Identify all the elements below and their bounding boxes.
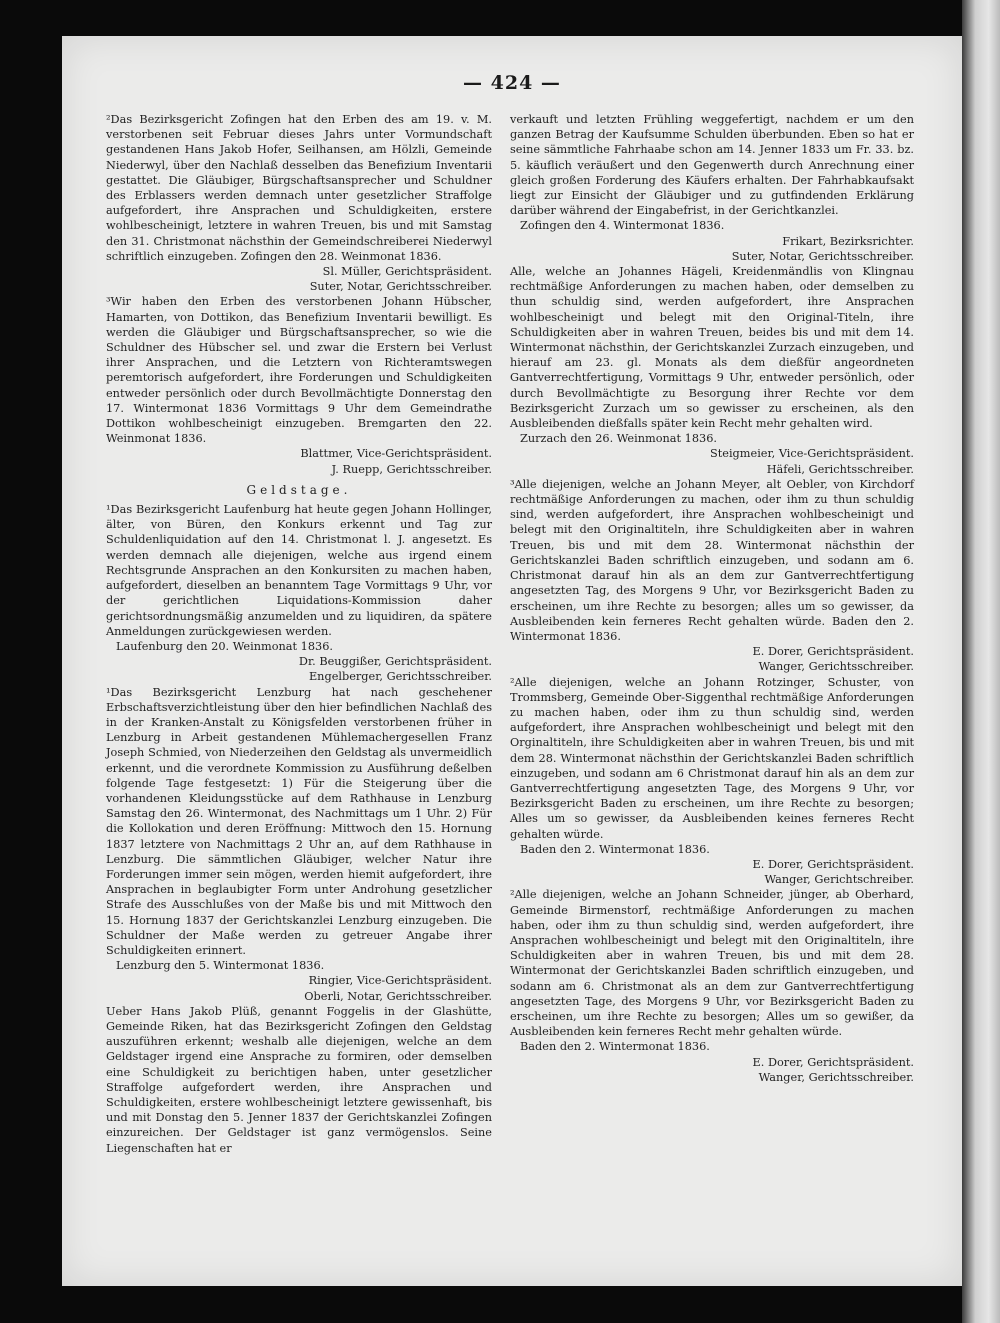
signature: Steigmeier, Vice-Gerichtspräsident.	[709, 447, 914, 461]
section-heading: Geldstage.	[246, 482, 352, 497]
notice-hollinger	[106, 502, 492, 684]
signature: Suter, Notar, Gerichtsschreiber.	[731, 249, 914, 263]
dateline: Baden den 2. Wintermonat 1836.	[520, 842, 710, 856]
notice-meyer	[510, 477, 914, 675]
signature: J. Ruepp, Gerichtsschreiber.	[331, 462, 492, 476]
signature: Blattmer, Vice-Gerichtspräsident.	[300, 447, 492, 461]
newspaper-page	[62, 36, 962, 1286]
notice-pluess	[106, 1004, 492, 1156]
left-column	[106, 112, 492, 1156]
signature: E. Dorer, Gerichtspräsident.	[752, 857, 914, 871]
signature: Wanger, Gerichtsschreiber.	[758, 660, 914, 674]
dateline: Laufenburg den 20. Weinmonat 1836.	[116, 639, 333, 653]
notice-text: ³Wir haben den Erben des verstorbenen Johann Hübscher, Hamarten, von Dottikon, das Benefizium Inventarii bewilligt. Es werden die Gläubiger und Bürgschaftsansprecher, so wie die Schuldner des Hübscher sel. und zwar die Erstern bei Verlust ihrer Ansprachen, und die Letztern von Richteramtswegen peremtorisch aufgefordert, ihre Forderungen und Schuldigkeiten entweder persönlich oder durch Bevollmächtigte Donnerstag den 17. Wintermonat 1836 Vormittags 9 Uhr dem Gemeindrathe Dottikon wohlbescheinigt einzugeben. Bremgarten den 22. Weinmonat 1836.	[106, 295, 492, 446]
signature: E. Dorer, Gerichtspräsident.	[752, 1055, 914, 1069]
notice-text: ²Das Bezirksgericht Zofingen hat den Erben des am 19. v. M. verstorbenen seit Februar dieses Jahrs unter Vormundschaft gestandenen Hans Jakob Hofer, Seilhansen, am Hölzli, Gemeinde Niederwyl, über den Nachlaß desselben das Benefizium Inventarii gestattet. Die Gläubiger, Bürgschaftsansprecher und Schuldner des Erblassers werden demnach unter gesetzlicher Straffolge aufgefordert, ihre Ansprachen und Schuldigkeiten, erstere wohlbescheinigt, letztere in wahren Treuen, bis und mit Samstag den 31. Christmonat nächsthin der Gemeindschreiberei Niederwyl schriftlich einzugeben. Zofingen den 28. Weinmonat 1836.	[106, 113, 492, 263]
signature: Oberli, Notar, Gerichtsschreiber.	[304, 989, 492, 1003]
signature: Dr. Beuggißer, Gerichtspräsident.	[298, 655, 492, 669]
notice-text: Ueber Hans Jakob Plüß, genannt Foggelis in der Glashütte, Gemeinde Riken, hat das Bezirksgericht Zofingen den Geldstag auszuführen erkennt; weshalb alle diejenigen, welche an dem Geldstager irgend eine Ansprache zu formiren, oder demselben eine Schuldigkeit zu berichtigen haben, unter gesetzlicher Straffolge aufgefordert werden, ihre Ansprachen und Schuldigkeiten, erstere wohlbescheinigt letztere gewissenhaft, bis und mit Donstag den 5. Jenner 1837 der Gerichtskanzlei Zofingen einzureichen. Der Geldstager ist ganz vermögenslos. Seine Liegenschaften hat er	[106, 1004, 492, 1155]
notice-rotzinger	[510, 675, 914, 888]
signature: Sl. Müller, Gerichtspräsident.	[322, 265, 492, 279]
notice-huebscher	[106, 294, 492, 476]
notice-text: ¹Das Bezirksgericht Laufenburg hat heute gegen Johann Hollinger, älter, von Büren, den Konkurs erkennt und Tag zur Schuldenliquidation auf den 14. Christmonat l. J. angesetzt. Es werden demnach alle diejenigen, welche aus irgend einem Rechtsgrunde Ansprachen an den Konkursiten zu machen haben, aufgefordert, dieselben an benanntem Tage Vormittags 9 Uhr, vor der gerichtlichen Liquidations-Kommission daher gerichtsordnungsmäßig anzumelden und zu liquidiren, da spätere Anmeldungen zurückgewiesen werden.	[106, 503, 492, 638]
dateline: Zurzach den 26. Weinmonat 1836.	[520, 432, 718, 446]
notice-text: ³Alle diejenigen, welche an Johann Meyer, alt Oebler, von Kirchdorf rechtmäßige Anforderungen zu machen, oder ihm zu thun schuldig sind, werden aufgefordert, ihre Ansprachen wohlbescheinigt und belegt mit den Originaltiteln, ihre Schuldigkeiten aber in wahren Treuen, bis und mit dem 28. Wintermonat nächsthin der Gerichtskanzlei Baden schriftlich einzugeben, und sodann am 6. Christmonat darauf hin als an dem zur Gantverrechtfertigung angesetzten Tag, des Morgens 9 Uhr, vor Bezirksgericht Baden zu erscheinen, um ihre Rechte zu besorgen; alles um so gewisser, da Ausbleibenden kein ferneres Recht gehalten würde. Baden den 2. Wintermonat 1836.	[510, 477, 914, 643]
dateline: Lenzburg den 5. Wintermonat 1836.	[116, 959, 325, 973]
notice-text: ²Alle diejenigen, welche an Johann Rotzinger, Schuster, von Trommsberg, Gemeinde Ober-Siggenthal rechtmäßige Anforderungen zu machen haben, oder ihm zu thun schuldig sind, werden aufgefordert, ihre Ansprachen wohlbescheinigt und belegt mit den Orginaltiteln, ihre Schuldigkeiten aber in wahren Treuen, bis und mit dem 28. Wintermonat nächsthin der Gerichtskanzlei Baden schriftlich einzugeben, und sodann am 6 Christmonat darauf hin als an dem zur Gantverrechtfertigung angesetzten Tage, des Morgens 9 Uhr, vor Bezirksgericht Baden zu erscheinen, um ihre Rechte zu besorgen; Alles um so gewisser, da Ausbleibenden keines ferneres Recht gehalten würde.	[510, 675, 914, 841]
notice-schneider	[510, 887, 914, 1085]
signature: E. Dorer, Gerichtspräsident.	[752, 645, 914, 659]
signature: Engelberger, Gerichtsschreiber.	[308, 670, 492, 684]
signature: Häfeli, Gerichtsschreiber.	[766, 462, 914, 476]
notice-text: Alle, welche an Johannes Hägeli, Kreidenmändlis von Klingnau rechtmäßige Anforderungen zu machen haben, oder demselben zu thun schuldig sind, werden aufgefordert, ihre Ansprachen wohlbescheinigt und belegt mit den Original-Titeln, ihre Schuldigkeiten aber in wahren Treuen, beides bis und mit dem 14. Wintermonat nächsthin, der Gerichtskanzlei Zurzach einzugeben, und hierauf am 23. gl. Monats als dem dießfür angeordneten Gantverrechtfertigung, Vormittags 9 Uhr, entweder persönlich, oder durch Bevollmächtigte zu Besorgung ihrer Rechte vor dem Bezirksgericht Zurzach um so gewisser zu erscheinen, als den Ausbleibenden dießfalls später kein Recht mehr gehalten wird.	[510, 265, 914, 431]
adjacent-page-edge	[962, 0, 1000, 1323]
notice-pluess-continued	[510, 112, 914, 264]
signature: Wanger, Gerichtschreiber.	[764, 873, 914, 887]
page-number: — 424 —	[463, 72, 561, 94]
dateline: Zofingen den 4. Wintermonat 1836.	[520, 219, 725, 233]
notice-text: ²Alle diejenigen, welche an Johann Schneider, jünger, ab Oberhard, Gemeinde Birmenstorf, rechtmäßige Anforderungen zu machen haben, oder ihm zu thun schuldig sind, werden aufgefordert, ihre Ansprachen wohlbescheinigt und belegt mit den Originaltiteln, ihre Schuldigkeiten aber in wahren Treuen, bis und mit dem 28. Wintermonat der Gerichtskanzlei Baden schriftlich einzugeben, und sodann am 6. Christmonat als an dem zur Gantverrechtfertigung angesetzten Tage, des Morgens 9 Uhr, vor Bezirksgericht Baden zu erscheinen, um ihre Rechte zu besorgen; Alles um so gewißer, da Ausbleibenden kein ferneres Recht mehr gehalten würde.	[510, 888, 914, 1039]
notice-schmied	[106, 685, 492, 1004]
notice-text: verkauft und letzten Frühling weggefertigt, nachdem er um den ganzen Betrag der Kaufsumme Schulden überbunden. Eben so hat er seine sämmtliche Fahrhaabe schon am 14. Jenner 1833 um Fr. 33. bz. 5. käuflich veräußert und den Gegenwerth durch Anrechnung einer gleich großen Forderung des Käufers erhalten. Der Fahrhabkaufsakt liegt zur Einsicht der Gläubiger und zu gutfindenden Erklärung darüber während der Eingabefrist, in der Gerichtkanzlei.	[510, 113, 914, 218]
signature: Frikart, Bezirksrichter.	[782, 234, 914, 248]
notice-text: ¹Das Bezirksgericht Lenzburg hat nach geschehener Erbschaftsverzichtleistung über den hier befindlichen Nachlaß des in der Kranken-Anstalt zu Königsfelden verstorbenen früher in Lenzburg in Arbeit gestandenen Mühlemachergesellen Franz Joseph Schmied, von Niederzeihen den Geldstag als unvermeidlich erkennt, und die verordnete Kommission zu Ausführung deßelben folgende Tage festgesetzt: 1) Für die Steigerung über die vorhandenen Kleidungsstücke auf dem Rathhause in Lenzburg Samstag den 26. Wintermonat, des Nachmittags um 1 Uhr. 2) Für die Kollokation und deren Eröffnung: Mittwoch den 15. Hornung 1837 letztere von Nachmittags 2 Uhr an, auf dem Rathhause in Lenzburg. Die sämmtlichen Gläubiger, welcher Natur ihre Forderungen immer sein mögen, werden hiemit aufgefordert, ihre Ansprachen in beglaubigter Form unter Androhung gesetzlicher Strafe des Ausschlußes von der Maße bis und mit Mittwoch den 15. Hornung 1837 der Gerichtskanzlei Lenzburg einzugeben. Die Schuldner der Maße werden zu getreuer Angabe ihrer Schuldigkeiten erinnert.	[106, 685, 492, 957]
notice-haegeli	[510, 264, 914, 477]
notice-hofer	[106, 112, 492, 294]
signature: Wanger, Gerichtsschreiber.	[758, 1070, 914, 1084]
signature: Suter, Notar, Gerichtsschreiber.	[309, 280, 492, 294]
dateline: Baden den 2. Wintermonat 1836.	[520, 1040, 710, 1054]
signature: Ringier, Vice-Gerichtspräsident.	[308, 974, 492, 988]
right-column	[510, 112, 914, 1085]
